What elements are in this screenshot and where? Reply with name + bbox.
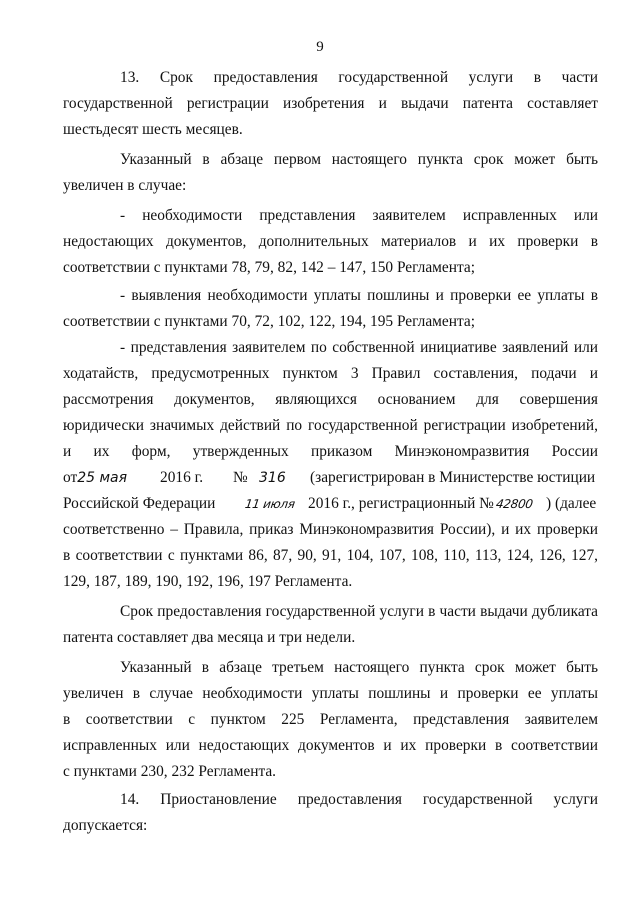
text-line: в соответствии с пунктом 225 Регламента, представления заявителем: [63, 711, 598, 728]
handwritten-order-number: 316: [259, 470, 286, 486]
text-line: Срок предоставления государственной услуги в части выдачи дубликата: [120, 603, 598, 620]
text-line: исправленных или недостающих документов и их проверки в соответствии: [63, 737, 598, 754]
text-line: ходатайств, предусмотренных пунктом 3 Правил составления, подачи и: [63, 365, 598, 382]
registration-line: [63, 493, 598, 515]
text-line: с пунктами 230, 232 Регламента.: [63, 763, 277, 780]
text-line: 13. Срок предоставления государственной услуги в части: [120, 69, 598, 86]
text-line: - необходимости представления заявителем исправленных или: [120, 207, 598, 224]
text-line: в соответствии с пунктами 86, 87, 90, 91, 104, 107, 108, 110, 113, 124, 126, 127,: [63, 547, 598, 564]
registration-year: 2016 г., регистрационный №: [308, 495, 494, 512]
handwritten-registration-date: 11 июля: [244, 497, 296, 511]
order-year: 2016 г.: [160, 469, 204, 486]
page-number: 9: [316, 39, 324, 55]
text-line: Указанный в абзаце третьем настоящего пункта срок может быть: [120, 659, 598, 676]
number-sign: №: [233, 469, 248, 486]
text-line: Указанный в абзаце первом настоящего пункта срок может быть: [120, 151, 598, 168]
order-registered: (зарегистрирован в Министерстве юстиции: [310, 469, 596, 486]
order-line: [63, 467, 598, 489]
registration-start: Российской Федерации: [63, 495, 216, 512]
handwritten-registration-number: 42800: [495, 497, 534, 511]
order-from: от: [63, 469, 78, 486]
text-line: шестьдесят шесть месяцев.: [63, 121, 243, 138]
text-line: соответствии с пунктами 70, 72, 102, 122, 194, 195 Регламента;: [63, 313, 476, 330]
text-line: увеличен в случае необходимости уплаты пошлины и проверки ее уплаты: [63, 685, 598, 702]
text-line: - выявления необходимости уплаты пошлины и проверки ее уплаты в: [120, 287, 598, 304]
text-line: патента составляет два месяца и три недели.: [63, 629, 356, 646]
text-line: 129, 187, 189, 190, 192, 196, 197 Регламента.: [63, 573, 353, 590]
text-line: соответственно – Правила, приказ Минэкономразвития России), и их проверки: [63, 521, 598, 538]
text-line: и их форм, утвержденных приказом Минэкономразвития России: [63, 443, 598, 460]
registration-end: ) (далее: [546, 495, 597, 512]
text-line: допускается:: [63, 817, 148, 834]
text-line: рассмотрения документов, являющихся основанием для совершения: [63, 391, 598, 408]
text-line: юридически значимых действий по государственной регистрации изобретений,: [63, 417, 598, 434]
text-line: соответствии с пунктами 78, 79, 82, 142 – 147, 150 Регламента;: [63, 259, 476, 276]
text-line: - представления заявителем по собственной инициативе заявлений или: [120, 339, 598, 356]
text-line: 14. Приостановление предоставления государственной услуги: [120, 791, 598, 808]
text-line: недостающих документов, дополнительных материалов и их проверки в: [63, 233, 598, 250]
text-line: увеличен в случае:: [63, 177, 187, 194]
handwritten-date: 25 мая: [77, 470, 128, 486]
text-line: государственной регистрации изобретения и выдачи патента составляет: [63, 95, 598, 112]
